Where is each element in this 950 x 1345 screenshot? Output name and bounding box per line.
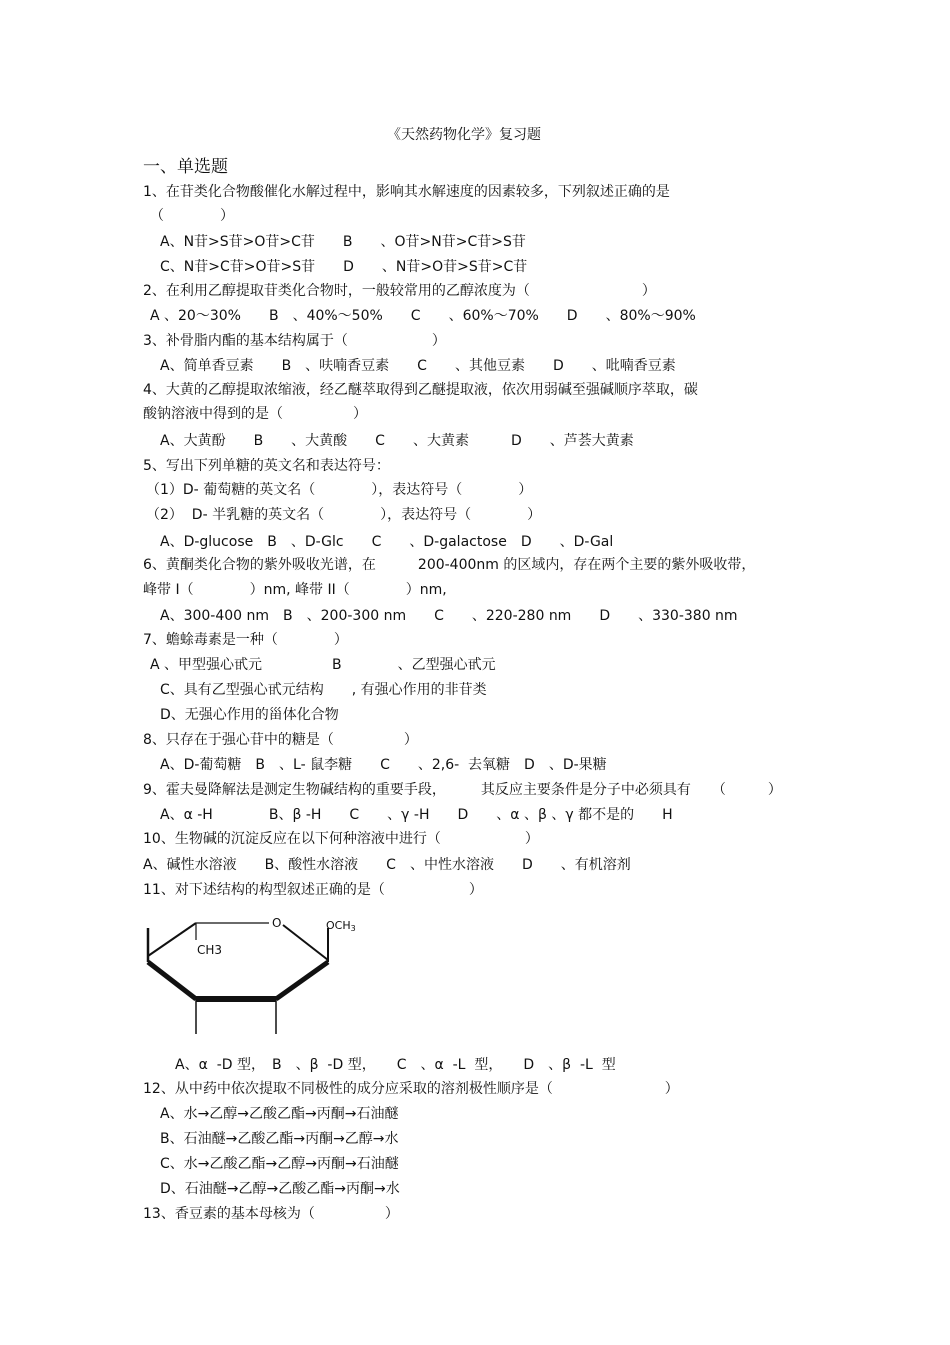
option-line: D、无强心作用的甾体化合物 [160, 707, 339, 723]
question-line: 11、对下述结构的构型叙述正确的是（ ） [143, 882, 483, 898]
option-line: C、水→乙酸乙酯→乙醇→丙酮→石油醚 [160, 1156, 399, 1172]
option-line: A、大黄酚 B 、大黄酸 C 、大黄素 D 、芦荟大黄素 [160, 433, 634, 449]
option-line: B、石油醚→乙酸乙酯→丙酮→乙醇→水 [160, 1131, 399, 1147]
question-line: 2、在利用乙醇提取苷类化合物时，一般较常用的乙醇浓度为（ ） [143, 283, 656, 299]
option-line: A 、甲型强心甙元 B 、乙型强心甙元 [150, 657, 496, 673]
ring-bond-bold [148, 962, 196, 999]
question-line: 10、生物碱的沉淀反应在以下何种溶液中进行（ ） [143, 831, 539, 847]
option-line: A、D-葡萄糖 B 、L- 鼠李糖 C 、2,6- 去氧糖 D 、D-果糖 [160, 757, 607, 773]
question-line: （ ） [150, 208, 234, 224]
ring-bond [283, 925, 328, 960]
option-line: A、简单香豆素 B 、呋喃香豆素 C 、其他豆素 D 、吡喃香豆素 [160, 358, 676, 374]
option-line: A、300-400 nm B 、200-300 nm C 、220-280 nm D 、330-380 nm [160, 608, 738, 624]
option-line: C、N苷>C苷>O苷>S苷 D 、N苷>O苷>S苷>C苷 [160, 259, 528, 275]
question-line: 6、黄酮类化合物的紫外吸收光谱，在 200-400nm 的区域内，存在两个主要的紫外吸收带， [143, 557, 756, 573]
methoxy-label: OCH3 [326, 919, 356, 933]
section-heading: 一、单选题 [143, 157, 228, 177]
question-line: 7、蟾蜍毒素是一种（ ） [143, 632, 348, 648]
question-line: 5、写出下列单糖的英文名和表达符号： [143, 458, 390, 474]
question-line: 1、在苷类化合物酸催化水解过程中，影响其水解速度的因素较多，下列叙述正确的是 [143, 184, 670, 200]
question-line: 13、香豆素的基本母核为（ ） [143, 1206, 399, 1222]
option-line: A、碱性水溶液 B、酸性水溶液 C 、中性水溶液 D 、有机溶剂 [143, 857, 631, 873]
option-line: C、具有乙型强心甙元结构 , 有强心作用的非苷类 [160, 682, 487, 698]
ring-bond [148, 923, 196, 956]
sugar-ring-structure [140, 908, 370, 1038]
option-line: A 、20～30% B 、40%～50% C 、60%～70% D 、80%～90% [150, 308, 696, 324]
question-line: （2） D- 半乳糖的英文名（ ），表达符号（ ） [146, 507, 542, 523]
question-line: 9、霍夫曼降解法是测定生物碱结构的重要手段， 其反应主要条件是分子中必须具有 （ ） [143, 782, 782, 798]
option-line: A、水→乙醇→乙酸乙酯→丙酮→石油醚 [160, 1106, 399, 1122]
question-line: 峰带 I（ ）nm, 峰带 II（ ）nm, [143, 582, 447, 598]
option-line: D、石油醚→乙醇→乙酸乙酯→丙酮→水 [160, 1181, 400, 1197]
ring-oxygen-label: O [272, 916, 282, 930]
question-line: 12、从中药中依次提取不同极性的成分应采取的溶剂极性顺序是（ ） [143, 1081, 679, 1097]
ring-bond-bold [276, 962, 328, 999]
methyl-label: CH3 [197, 943, 223, 957]
question-line: 3、补骨脂内酯的基本结构属于（ ） [143, 333, 446, 349]
option-line: A、N苷>S苷>O苷>C苷 B 、O苷>N苷>C苷>S苷 [160, 234, 526, 250]
page-title: 《天然药物化学》复习题 [387, 127, 541, 143]
option-line: A、D-glucose B 、D-Glc C 、D-galactose D 、D-Gal [160, 534, 614, 550]
option-line: A、α -D 型， B 、β -D 型， C 、α -L 型， D 、β -L 型 [175, 1057, 616, 1073]
question-line: 8、只存在于强心苷中的糖是（ ） [143, 732, 418, 748]
question-line: 酸钠溶液中得到的是（ ） [143, 406, 367, 422]
option-line: A、α -H B、β -H C 、γ -H D 、α 、β 、γ 都不是的 H [160, 807, 673, 823]
question-line: 4、大黄的乙醇提取浓缩液，经乙醚萃取得到乙醚提取液，依次用弱碱至强碱顺序萃取，碳 [143, 382, 698, 398]
question-line: （1）D- 葡萄糖的英文名（ ），表达符号（ ） [146, 482, 533, 498]
